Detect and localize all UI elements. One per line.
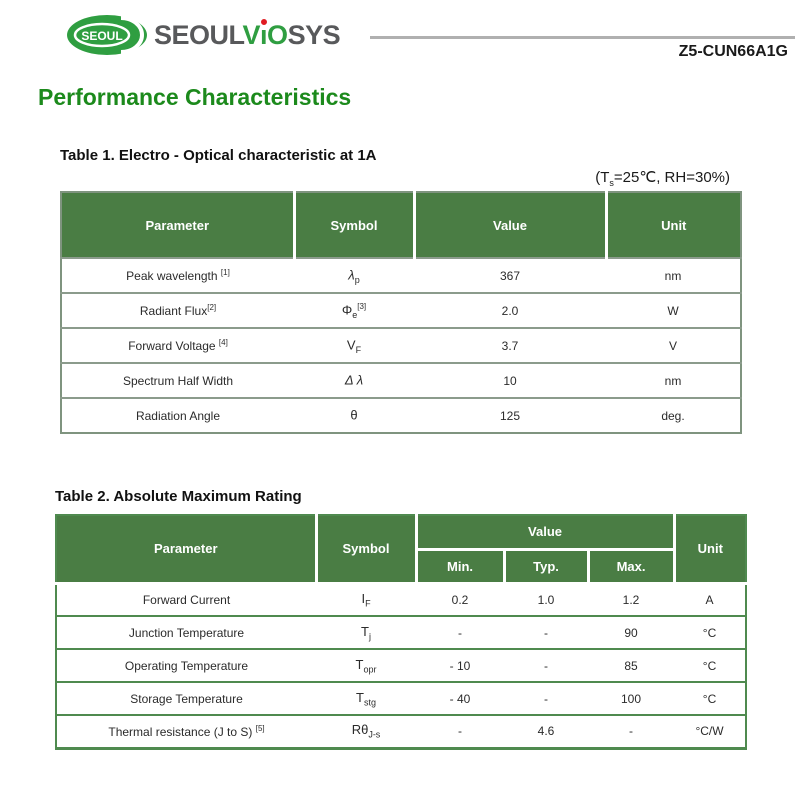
red-dot-icon xyxy=(261,19,267,25)
table-row: Radiation Angle θ 125 deg. xyxy=(61,398,741,433)
table-row: Operating Temperature $T_{opr}$ - 10 - 85 °C xyxy=(56,649,746,682)
table2-header-row1 xyxy=(56,515,746,549)
brand-wordmark xyxy=(154,20,340,51)
table-row: Junction Temperature $T_j$ - - 90 °C xyxy=(56,616,746,649)
col-symbol: Symbol xyxy=(316,515,416,583)
part-number: Z5-CUN66A1G xyxy=(678,43,788,60)
col-unit: Unit xyxy=(606,192,741,258)
svg-text:SEOUL: SEOUL xyxy=(81,29,123,43)
table2-title: Table 2. Absolute Maximum Rating xyxy=(55,488,302,505)
table2-section xyxy=(55,488,745,750)
table1-condition: ($T_s=25℃$, RH=30%) xyxy=(595,169,730,188)
wordmark-sys: SYS xyxy=(287,20,341,50)
table1-header-row xyxy=(61,192,741,258)
table-row: Storage Temperature $T_{stg}$ - 40 - 100 °C xyxy=(56,682,746,715)
col-typ: Typ. xyxy=(504,549,588,583)
col-value-group: Value xyxy=(416,515,674,549)
table1-section xyxy=(60,147,740,434)
header-divider xyxy=(370,36,795,39)
table-row: Radiant Flux[2] $\Phi_e[3]$ 2.0 W xyxy=(61,293,741,328)
col-parameter: Parameter xyxy=(61,192,294,258)
table-row: Peak wavelength [1] $\lambda_p$ 367 nm xyxy=(61,258,741,293)
absolute-maximum-rating-table xyxy=(55,514,747,750)
wordmark-i: ı xyxy=(260,20,268,50)
wordmark-seoul: SEOUL xyxy=(154,20,243,50)
col-unit: Unit xyxy=(674,515,746,583)
col-parameter: Parameter xyxy=(56,515,316,583)
seoul-logo-icon xyxy=(66,13,148,57)
electro-optical-table xyxy=(60,191,742,434)
table-row: Spectrum Half Width Δ λ 10 nm xyxy=(61,363,741,398)
table-row: Forward Current $I_F$ 0.2 1.0 1.2 A xyxy=(56,583,746,616)
col-value: Value xyxy=(414,192,606,258)
col-max: Max. xyxy=(588,549,674,583)
wordmark-o: O xyxy=(267,20,288,50)
table1-title: Table 1. Electro - Optical characteristic at 1A xyxy=(60,147,377,164)
table-row: Forward Voltage [4] $V_F$ 3.7 V xyxy=(61,328,741,363)
col-symbol: Symbol xyxy=(294,192,414,258)
page-header xyxy=(0,0,800,70)
table-row: Thermal resistance (J to S) [5] $R\theta_{J-s}$ - 4.6 - °C/W xyxy=(56,715,746,748)
wordmark-v: V xyxy=(242,20,261,50)
col-min: Min. xyxy=(416,549,504,583)
page-title: Performance Characteristics xyxy=(38,84,352,110)
